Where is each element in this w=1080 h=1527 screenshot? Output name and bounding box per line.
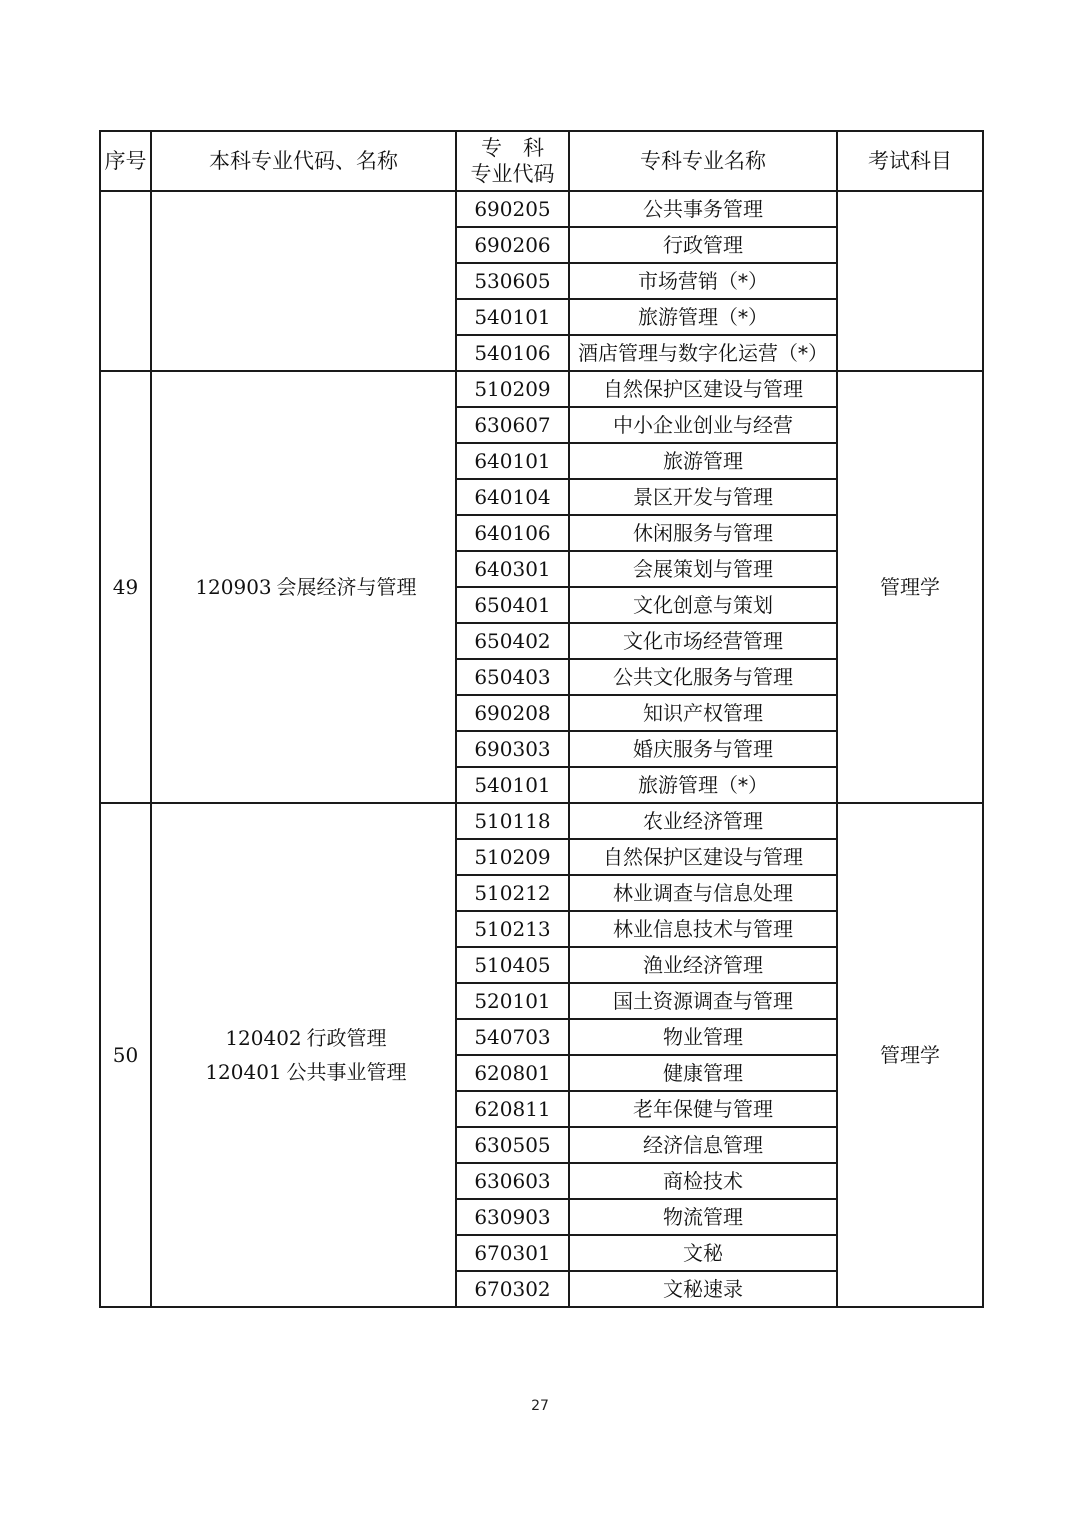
diploma-code-cell: 690206 xyxy=(456,227,569,263)
diploma-code-cell: 640101 xyxy=(456,443,569,479)
diploma-code-cell: 690208 xyxy=(456,695,569,731)
diploma-code-cell: 540101 xyxy=(456,767,569,803)
diploma-code-cell: 650401 xyxy=(456,587,569,623)
header-diploma-code-line2: 专业代码 xyxy=(470,162,555,186)
diploma-name-cell: 老年保健与管理 xyxy=(569,1091,837,1127)
diploma-name-cell: 商检技术 xyxy=(569,1163,837,1199)
diploma-name-cell: 林业调查与信息处理 xyxy=(569,875,837,911)
header-row xyxy=(100,131,983,191)
table-row xyxy=(100,371,983,407)
diploma-code-cell: 520101 xyxy=(456,983,569,1019)
diploma-name-cell: 文秘 xyxy=(569,1235,837,1271)
diploma-name-cell: 休闲服务与管理 xyxy=(569,515,837,551)
header-diploma-name: 专科专业名称 xyxy=(569,131,837,191)
diploma-code-cell: 530605 xyxy=(456,263,569,299)
table-row xyxy=(100,191,983,227)
diploma-code-cell: 670301 xyxy=(456,1235,569,1271)
bachelor-major-cell xyxy=(151,371,456,803)
diploma-code-cell: 670302 xyxy=(456,1271,569,1307)
diploma-name-cell: 渔业经济管理 xyxy=(569,947,837,983)
diploma-name-cell: 酒店管理与数字化运营（*） xyxy=(569,335,837,371)
bachelor-major xyxy=(152,570,455,604)
diploma-code-cell: 540703 xyxy=(456,1019,569,1055)
diploma-name-cell: 婚庆服务与管理 xyxy=(569,731,837,767)
seq-cell: 49 xyxy=(100,371,151,803)
exam-subject-cell: 管理学 xyxy=(837,371,983,803)
diploma-code-cell: 510209 xyxy=(456,839,569,875)
header-exam-subject: 考试科目 xyxy=(837,131,983,191)
major-table xyxy=(99,130,984,1308)
diploma-name-cell: 会展策划与管理 xyxy=(569,551,837,587)
diploma-code-cell: 690205 xyxy=(456,191,569,227)
header-seq: 序号 xyxy=(100,131,151,191)
header-bachelor-major: 本科专业代码、名称 xyxy=(151,131,456,191)
diploma-name-cell: 行政管理 xyxy=(569,227,837,263)
diploma-code-cell: 630903 xyxy=(456,1199,569,1235)
exam-subject-cell xyxy=(837,191,983,371)
diploma-name-cell: 文化市场经营管理 xyxy=(569,623,837,659)
diploma-code-cell: 650403 xyxy=(456,659,569,695)
diploma-code-cell: 620811 xyxy=(456,1091,569,1127)
diploma-code-cell: 650402 xyxy=(456,623,569,659)
diploma-code-cell: 540101 xyxy=(456,299,569,335)
diploma-name-cell: 旅游管理 xyxy=(569,443,837,479)
diploma-name-cell: 市场营销（*） xyxy=(569,263,837,299)
bachelor-major xyxy=(152,1055,455,1089)
diploma-name-cell: 公共事务管理 xyxy=(569,191,837,227)
bachelor-major-cell xyxy=(151,803,456,1307)
diploma-name-cell: 文秘速录 xyxy=(569,1271,837,1307)
diploma-name-cell: 农业经济管理 xyxy=(569,803,837,839)
table-body xyxy=(100,191,983,1307)
diploma-code-cell: 630505 xyxy=(456,1127,569,1163)
bachelor-major-cell xyxy=(151,191,456,371)
diploma-code-cell: 510209 xyxy=(456,371,569,407)
diploma-name-cell: 经济信息管理 xyxy=(569,1127,837,1163)
diploma-code-cell: 540106 xyxy=(456,335,569,371)
bachelor-major-code: 120903 xyxy=(195,575,272,599)
diploma-code-cell: 630607 xyxy=(456,407,569,443)
page-number: 27 xyxy=(531,1398,549,1414)
header-diploma-code-line1: 专 科 xyxy=(481,136,544,160)
diploma-code-cell: 630603 xyxy=(456,1163,569,1199)
diploma-code-cell: 510118 xyxy=(456,803,569,839)
diploma-name-cell: 自然保护区建设与管理 xyxy=(569,839,837,875)
bachelor-major-code: 120401 xyxy=(205,1060,282,1084)
diploma-code-cell: 510213 xyxy=(456,911,569,947)
diploma-name-cell: 国土资源调查与管理 xyxy=(569,983,837,1019)
bachelor-major xyxy=(152,1021,455,1055)
exam-subject-cell: 管理学 xyxy=(837,803,983,1307)
bachelor-major-name: 会展经济与管理 xyxy=(276,575,417,599)
diploma-code-cell: 690303 xyxy=(456,731,569,767)
diploma-code-cell: 620801 xyxy=(456,1055,569,1091)
table-row xyxy=(100,803,983,839)
diploma-name-cell: 旅游管理（*） xyxy=(569,299,837,335)
diploma-name-cell: 自然保护区建设与管理 xyxy=(569,371,837,407)
diploma-code-cell: 640104 xyxy=(456,479,569,515)
diploma-code-cell: 640301 xyxy=(456,551,569,587)
diploma-name-cell: 景区开发与管理 xyxy=(569,479,837,515)
header-diploma-code xyxy=(456,131,569,191)
diploma-name-cell: 公共文化服务与管理 xyxy=(569,659,837,695)
diploma-name-cell: 文化创意与策划 xyxy=(569,587,837,623)
bachelor-major-name: 行政管理 xyxy=(306,1026,387,1050)
diploma-name-cell: 旅游管理（*） xyxy=(569,767,837,803)
diploma-name-cell: 物流管理 xyxy=(569,1199,837,1235)
diploma-name-cell: 林业信息技术与管理 xyxy=(569,911,837,947)
diploma-code-cell: 640106 xyxy=(456,515,569,551)
diploma-name-cell: 物业管理 xyxy=(569,1019,837,1055)
bachelor-major-code: 120402 xyxy=(225,1026,302,1050)
bachelor-major-name: 公共事业管理 xyxy=(286,1060,407,1084)
diploma-name-cell: 知识产权管理 xyxy=(569,695,837,731)
diploma-name-cell: 中小企业创业与经营 xyxy=(569,407,837,443)
diploma-name-cell: 健康管理 xyxy=(569,1055,837,1091)
diploma-code-cell: 510212 xyxy=(456,875,569,911)
diploma-code-cell: 510405 xyxy=(456,947,569,983)
seq-cell xyxy=(100,191,151,371)
seq-cell: 50 xyxy=(100,803,151,1307)
